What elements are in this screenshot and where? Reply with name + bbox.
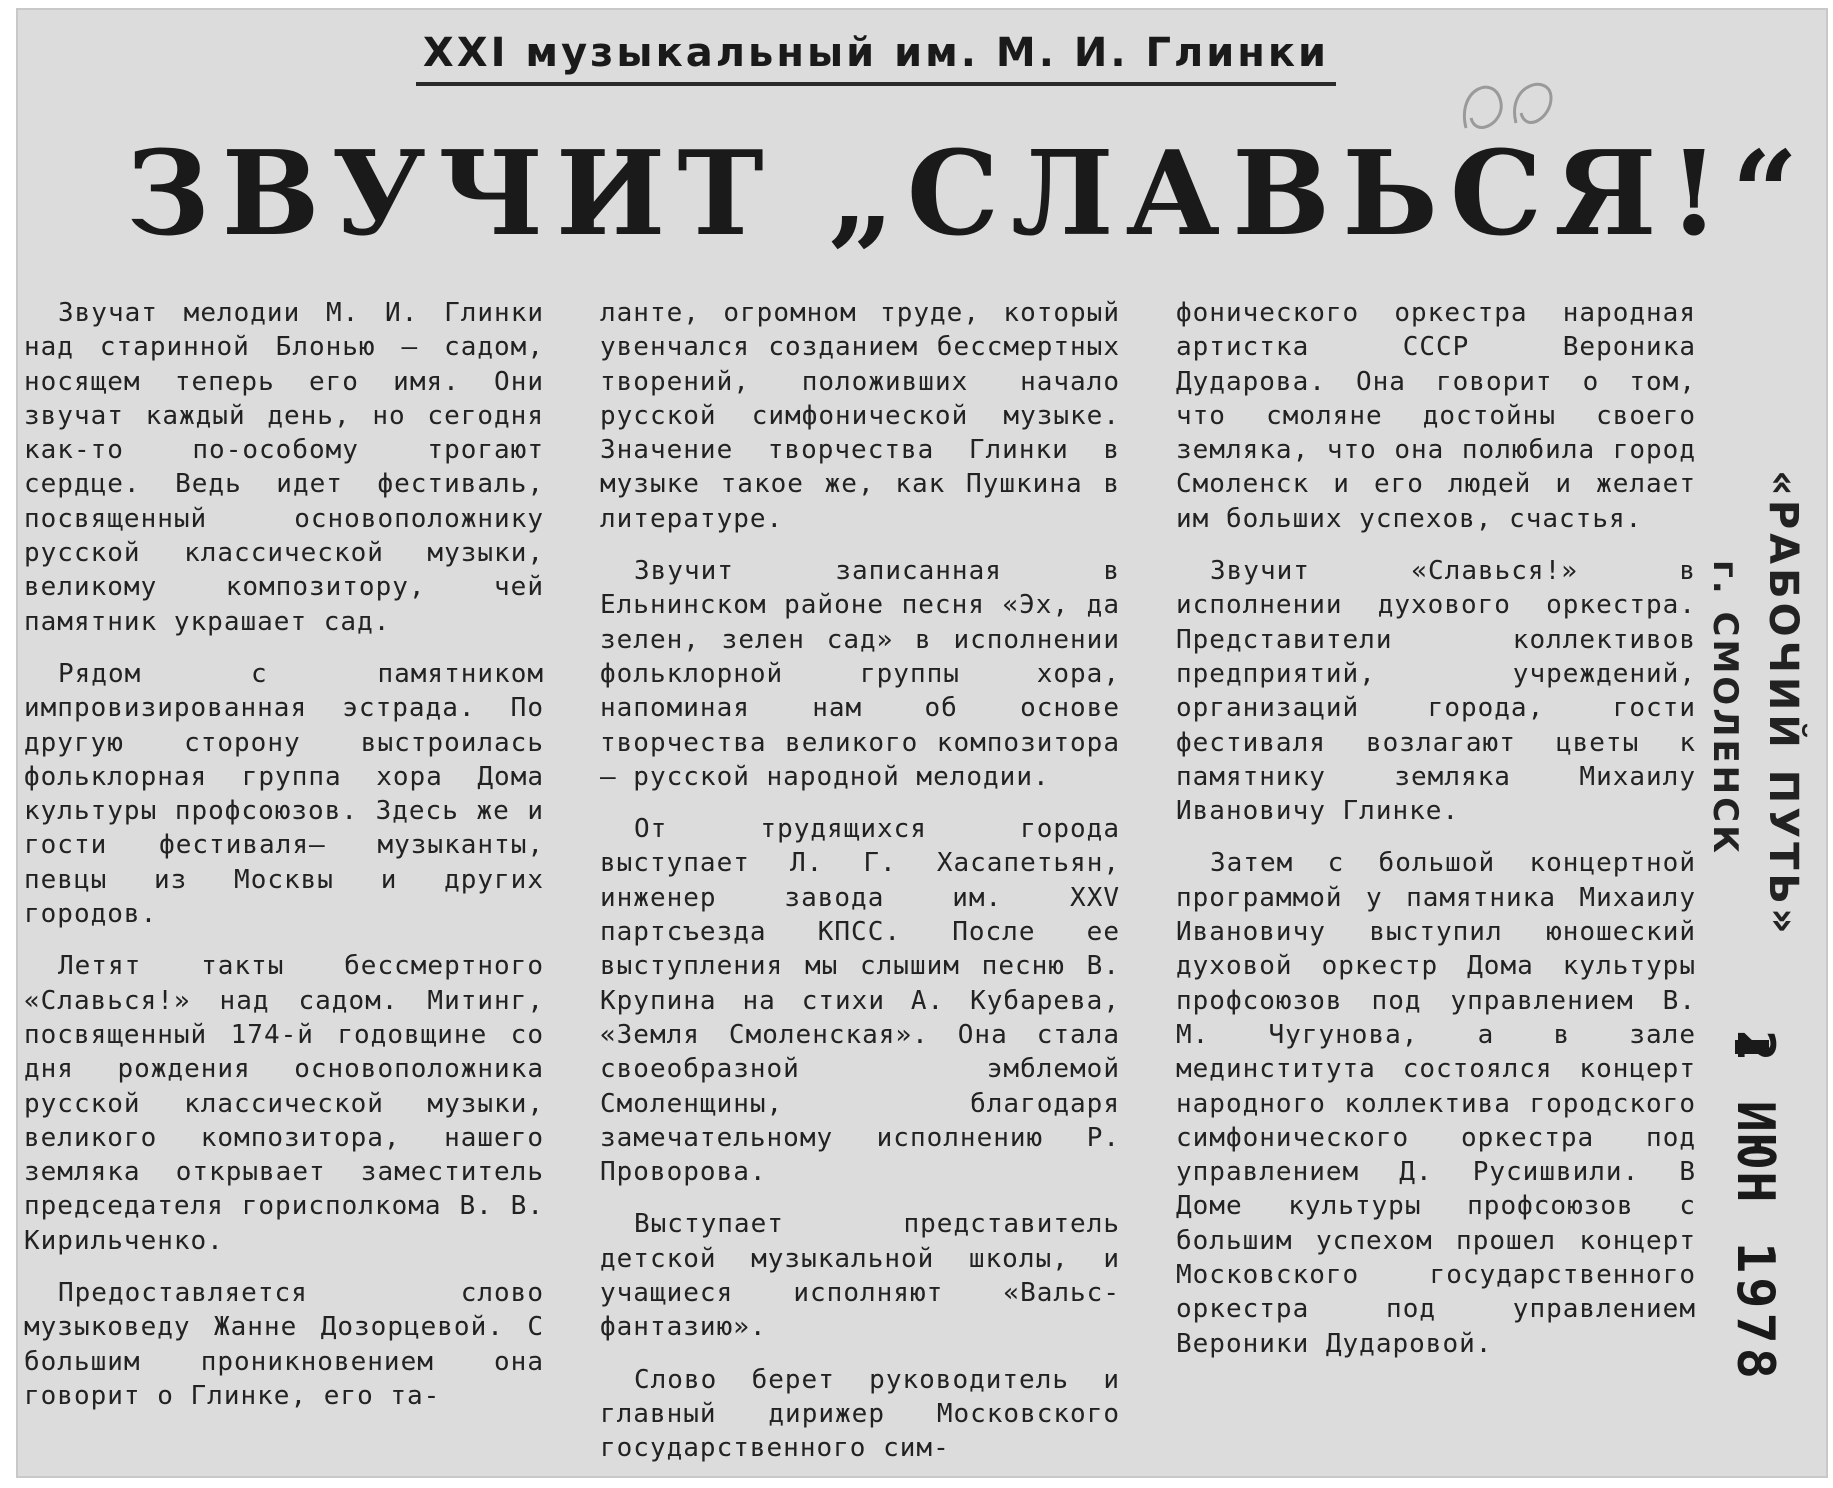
paragraph: Выступает представитель детской музыкальной школы, и учащиеся исполняют «Вальс-фантазию».	[600, 1209, 1120, 1343]
paragraph: Звучат мелодии М. И. Глинки над старинной Блонью — садом, носящем теперь его имя. Они звучат каждый день, но сегодня как-то по-особому трогают сердце. Ведь идет фестиваль, посвященный основоположнику русской классической музыки, великому композитору, чей памятник украшает сад.	[24, 298, 544, 637]
article-column-1	[24, 296, 544, 1431]
city-stamp: г. СМОЛЕНСК	[1705, 560, 1745, 856]
section-kicker: XXI музыкальный им. М. И. Глинки	[416, 30, 1336, 86]
date-stamp: 2 ИЮН 1978	[1725, 1030, 1785, 1384]
paragraph: Слово берет руководитель и главный дирижер Московского государственного сим-	[600, 1364, 1120, 1464]
article-column-3	[1176, 296, 1696, 1379]
article-column-2	[600, 296, 1120, 1484]
headline: ЗВУЧИТ „СЛАВЬСЯ!“	[126, 126, 1811, 262]
paragraph: Летят такты бессмертного «Славься!» над садом. Митинг, посвященный 174-й годовщине со дня рождения основоположника русской классической музыки, великого композитора, нашего земляка открывает заместитель председателя горисполкома В. В. Кирильченко.	[24, 951, 544, 1256]
paragraph: Предоставляется слово музыковеду Жанне Дозорцевой. С большим проникновением она говорит о Глинке, его та-	[24, 1278, 544, 1411]
paragraph: Рядом с памятником импровизированная эстрада. По другую сторону выстроилась фольклорная группа хора Дома культуры профсоюзов. Здесь же и гости фестиваля— музыканты, певцы из Москвы и других городов.	[24, 658, 544, 930]
paragraph: Звучит записанная в Ельнинском районе песня «Эх, да зелен, зелен сад» в исполнении фольклорной группы хора, напоминая нам об основе творчества великого композитора — русской народной мелодии.	[600, 556, 1120, 792]
paragraph: Звучит «Славься!» в исполнении духового оркестра. Представители коллективов предприятий, учреждений, организаций города, гости фестиваля возлагают цветы к памятнику земляка Михаилу Ивановичу Глинке.	[1176, 556, 1696, 827]
handwritten-number	[1446, 68, 1566, 158]
paragraph: фонического оркестра народная артистка СССР Вероника Дударова. Она говорит о том, что смоляне достойны своего земляка, что она полюбила город Смоленск и его людей и желает им больших успехов, счастья.	[1176, 298, 1696, 534]
paragraph: Затем с большой концертной программой у памятника Михаилу Ивановичу выступил юношеский духовой оркестр Дома культуры профсоюзов под управлением В. М. Чугунова, а в зале мединститута состоялся концерт народного коллектива городского симфонического оркестра под управлением Д. Русишвили. В Доме культуры профсоюзов с большим успехом прошел концерт Московского государственного оркестра под управлением Вероники Дударовой.	[1176, 848, 1696, 1359]
paragraph: ланте, огромном труде, который увенчался созданием бессмертных творений, положивших начало русской симфонической музыке. Значение творчества Глинки в музыке такое же, как Пушкина в литературе.	[600, 298, 1120, 534]
paragraph: От трудящихся города выступает Л. Г. Хасапетьян, инженер завода им. XXV партсъезда КПСС. После ее выступления мы слышим песню В. Крупина на стихи А. Кубарева, «Земля Смоленская». Она стала своеобразной эмблемой Смоленщины, благодаря замечательному исполнению Р. Проворова.	[600, 814, 1120, 1188]
newspaper-stamp: «РАБОЧИЙ ПУТЬ»	[1760, 470, 1806, 938]
